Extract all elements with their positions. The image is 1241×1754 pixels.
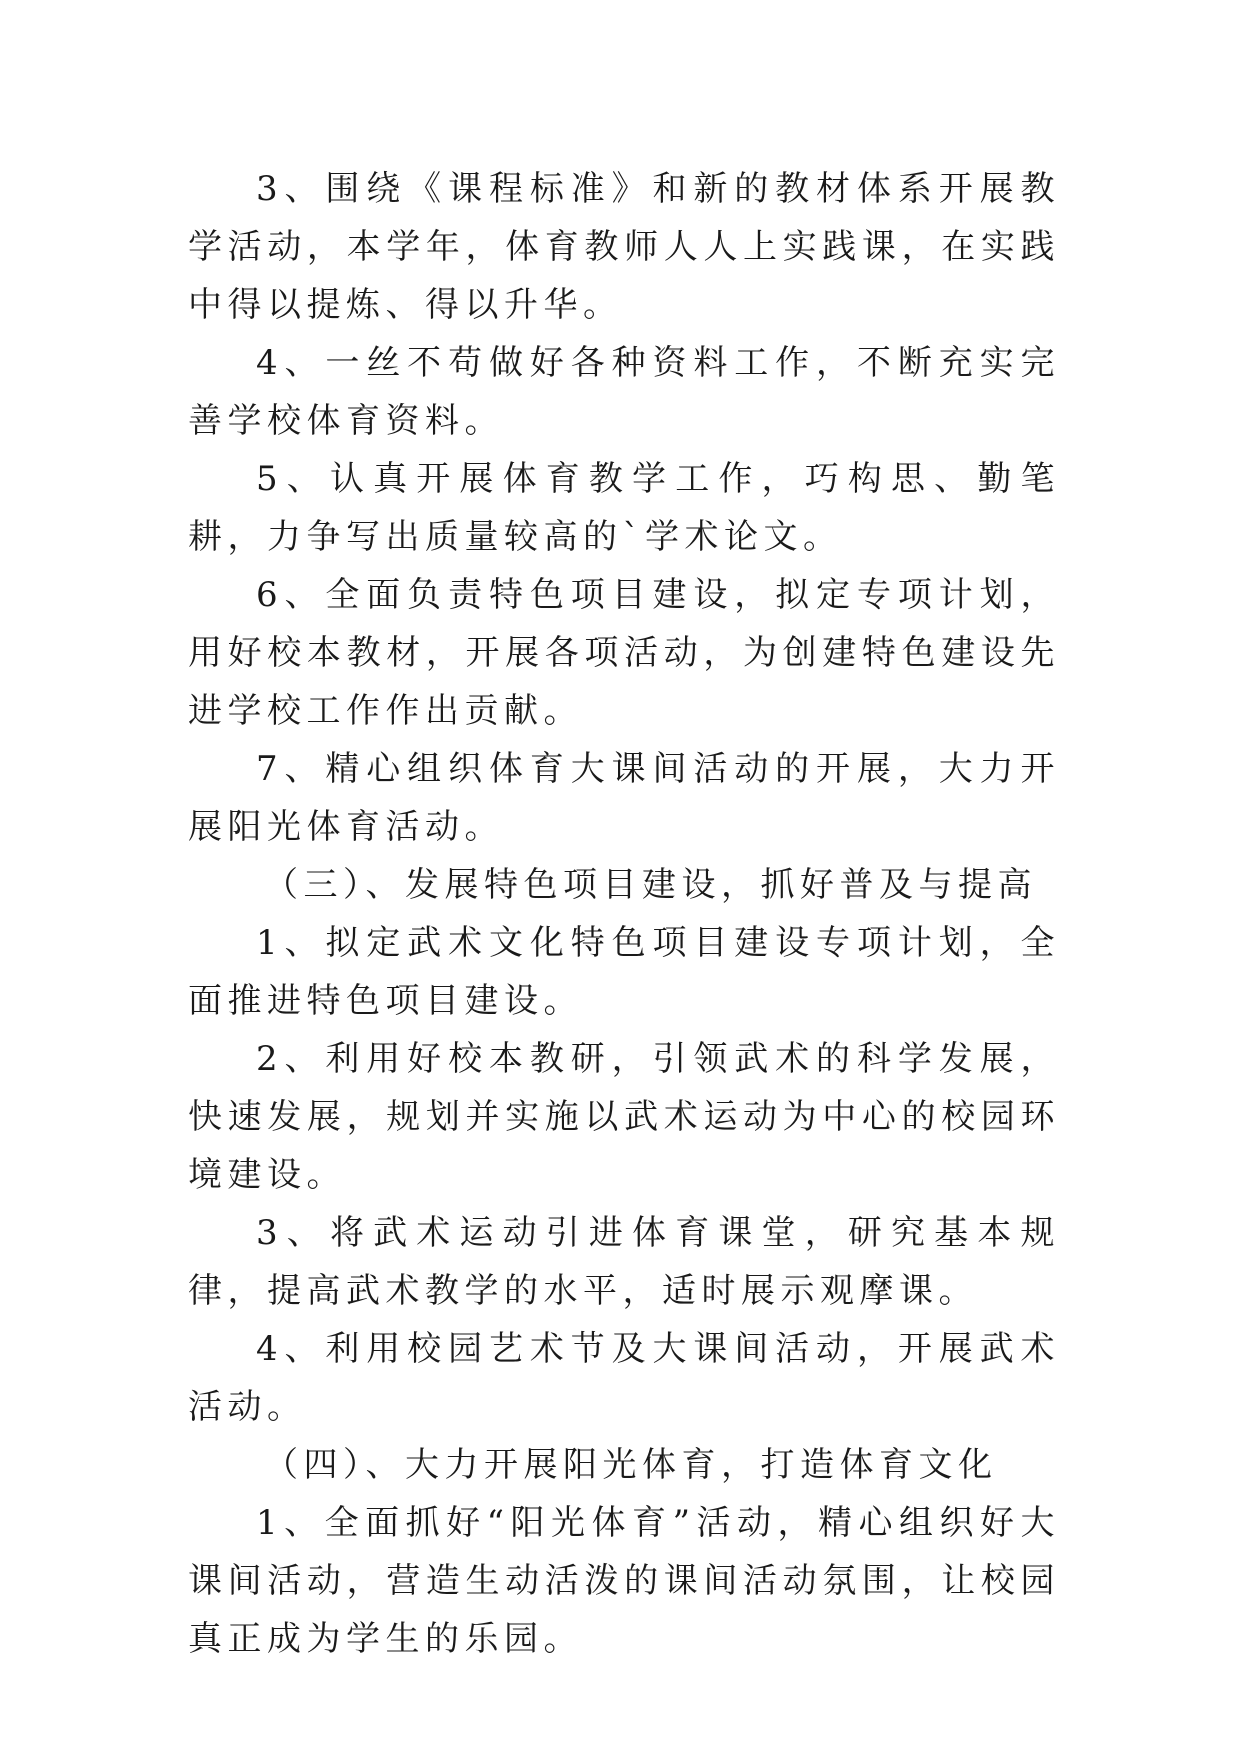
paragraph-2-school-research: 2、利用好校本教研，引领武术的科学发展，快速发展，规划并实施以武术运动为中心的校园环境建设。 xyxy=(188,1039,1060,1195)
section-heading-4: （四）、大力开展阳光体育，打造体育文化 xyxy=(264,1445,998,1485)
section-heading-3: （三）、发展特色项目建设，抓好普及与提高 xyxy=(264,865,1037,905)
paragraph-4-art-festival: 4、利用校园艺术节及大课间活动，开展武术活动。 xyxy=(188,1329,1060,1427)
paragraph-4-materials-work: 4、一丝不苟做好各种资料工作，不断充实完善学校体育资料。 xyxy=(188,343,1060,441)
document-body xyxy=(188,160,1060,1668)
paragraph-3-wushu-classroom: 3、将武术运动引进体育课堂，研究基本规律，提高武术教学的水平，适时展示观摩课。 xyxy=(188,1213,1060,1311)
paragraph-5-teaching-work: 5、认真开展体育教学工作，巧构思、勤笔耕，力争写出质量较高的`学术论文。 xyxy=(188,459,1060,557)
paragraph-3-curriculum-standards: 3、围绕《课程标准》和新的教材体系开展教学活动，本学年，体育教师人人上实践课，在实践中得以提炼、得以升华。 xyxy=(188,169,1060,325)
paragraph-1-sunshine-sports: 1、全面抓好“阳光体育”活动，精心组织好大课间活动，营造生动活泼的课间活动氛围，让校园真正成为学生的乐园。 xyxy=(188,1503,1060,1659)
paragraph-6-feature-project: 6、全面负责特色项目建设，拟定专项计划，用好校本教材，开展各项活动，为创建特色建设先进学校工作作出贡献。 xyxy=(188,575,1060,731)
paragraph-1-wushu-plan: 1、拟定武术文化特色项目建设专项计划，全面推进特色项目建设。 xyxy=(188,923,1060,1021)
paragraph-7-recess-activity: 7、精心组织体育大课间活动的开展，大力开展阳光体育活动。 xyxy=(188,749,1060,847)
